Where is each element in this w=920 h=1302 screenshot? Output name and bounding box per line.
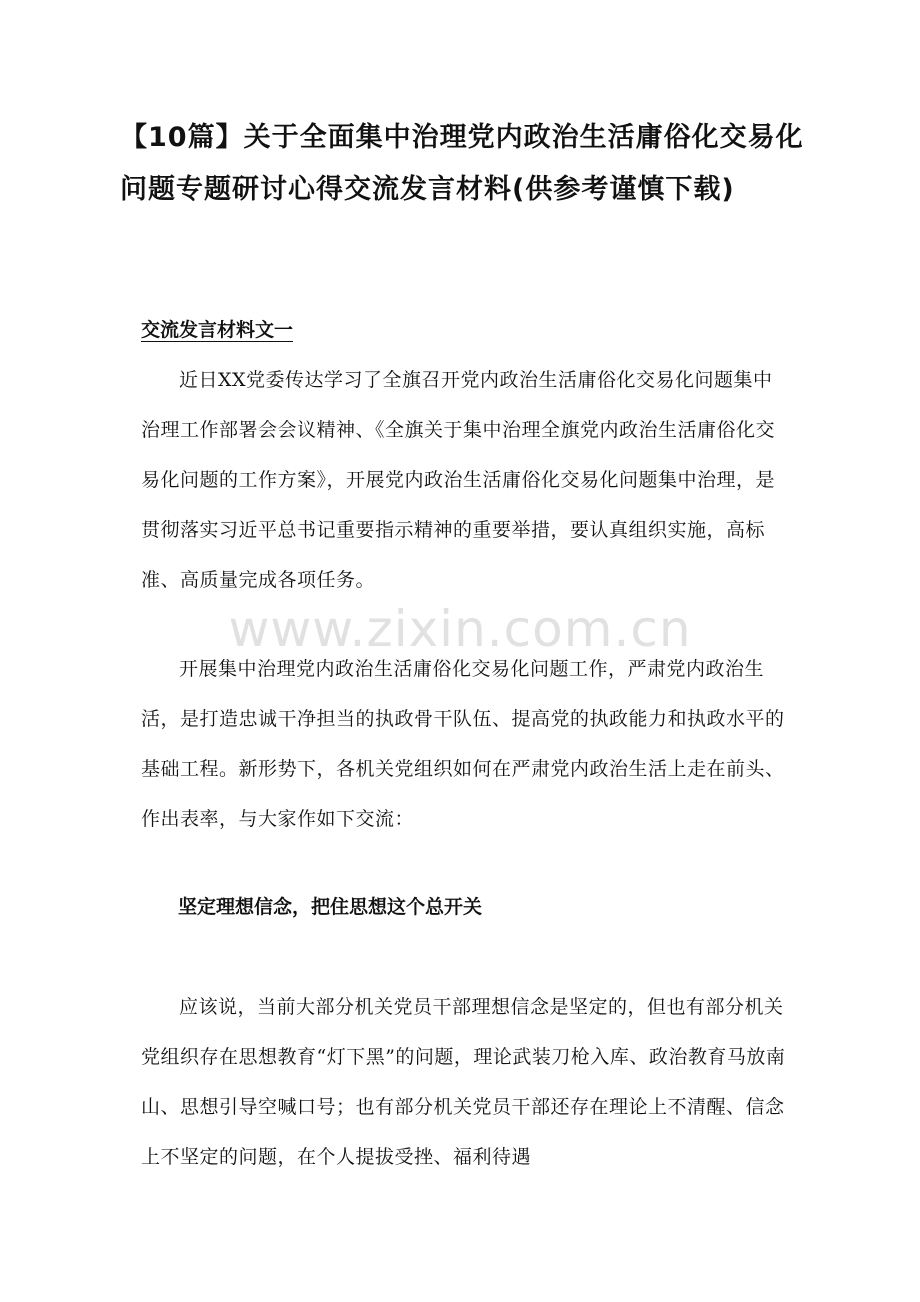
sub-heading: 坚定理想信念，把住思想这个总开关 [178, 896, 483, 918]
paragraph-1: 近日XX党委传达学习了全旗召开党内政治生活庸俗化交易化问题集中治理工作部署会会议精神、《全旗关于集中治理全旗党内政治生活庸俗化交易化问题的工作方案》，开展党内政治生活庸俗化交易化问题集中治理，是贯彻落实习近平总书记重要指示精神的重要举措，要认真组织实施，高标准、高质量完成各项任务。 [141, 369, 776, 591]
paragraph-3: 应该说，当前大部分机关党员干部理想信念是坚定的，但也有部分机关党组织存在思想教育“灯下黑”的问题，理论武装刀枪入库、政治教育马放南山、思想引导空喊口号；也有部分机关党员干部还存在理论上不清醒、信念上不坚定的问题，在个人提拔受挫、福利待遇 [141, 996, 786, 1168]
watermark: www.zixin.com.cn [228, 600, 692, 658]
section-heading: 交流发言材料文一 [141, 319, 294, 341]
paragraph-2: 开展集中治理党内政治生活庸俗化交易化问题工作，严肃党内政治生活，是打造忠诚干净担当的执政骨干队伍、提高党的执政能力和执政水平的基础工程。新形势下，各机关党组织如何在严肃党内政治生活上走在前头、作出表率，与大家作如下交流： [141, 658, 785, 830]
document-title: 【10篇】关于全面集中治理党内政治生活庸俗化交易化问题专题研讨心得交流发言材料(供参考谨慎下载) [120, 122, 804, 205]
